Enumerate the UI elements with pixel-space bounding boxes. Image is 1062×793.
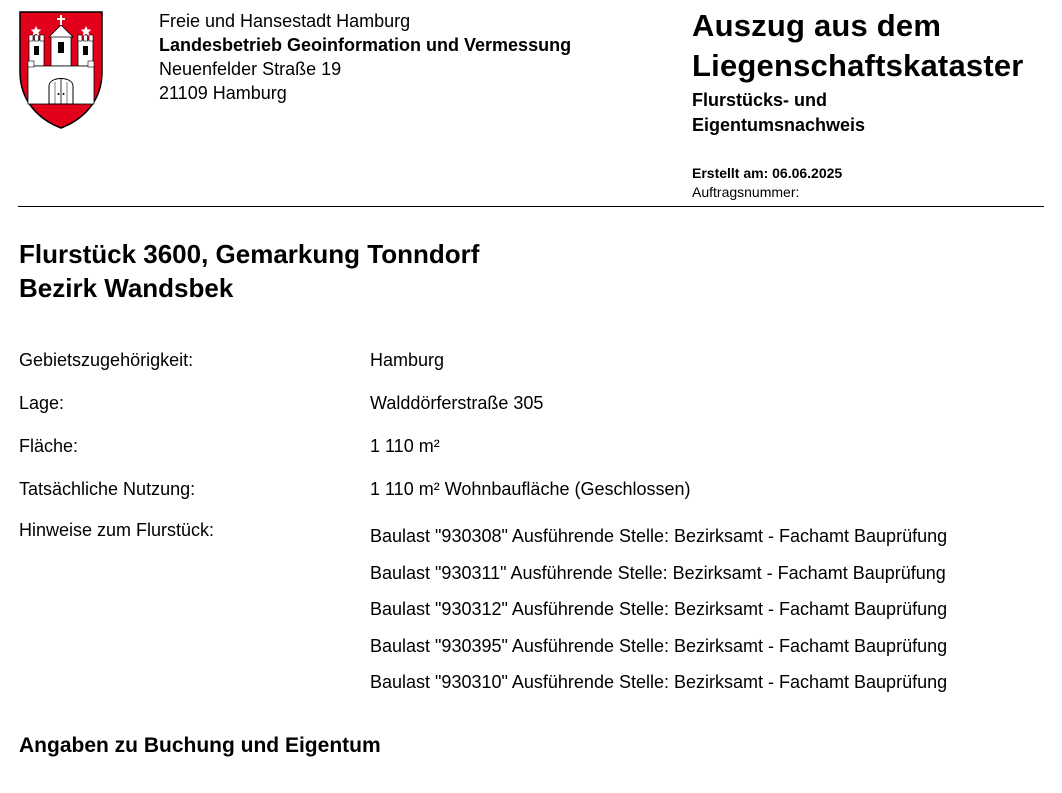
field-label-actual-use: Tatsächliche Nutzung: [19,479,196,499]
field-label-territory: Gebietszugehörigkeit: [19,350,194,370]
field-label-location: Lage: [19,393,65,413]
order-number: Auftragsnummer: [692,184,800,200]
field-value-actual-use: 1 110 m² Wohnbaufläche (Geschlossen) [370,479,691,499]
authority-city: Freie und Hansestadt Hamburg [159,11,411,31]
document-subtitle-line1: Flurstücks- und [692,90,828,110]
authority-department: Landesbetrieb Geoinformation und Vermessung [159,35,572,55]
authority-address [159,9,571,105]
authority-street: Neuenfelder Straße 19 [159,59,342,79]
hamburg-coat-of-arms-icon [18,10,104,130]
field-value-area: 1 110 m² [370,436,440,456]
field-value-territory: Hamburg [370,350,445,370]
list-item: Baulast "930308" Ausführende Stelle: Bezirksamt - Fachamt Bauprüfung [370,526,948,546]
field-label-area: Fläche: [19,436,79,456]
parcel-notes-list [370,518,947,701]
list-item: Baulast "930310" Ausführende Stelle: Bezirksamt - Fachamt Bauprüfung [370,672,948,692]
document-title [692,6,1024,138]
section-heading-ownership: Angaben zu Buchung und Eigentum [19,734,381,757]
list-item: Baulast "930395" Ausführende Stelle: Bezirksamt - Fachamt Bauprüfung [370,635,948,656]
field-label-parcel-notes: Hinweise zum Flurstück: [19,520,215,540]
parcel-heading-line2: Bezirk Wandsbek [19,273,234,303]
list-item: Baulast "930312" Ausführende Stelle: Bezirksamt - Fachamt Bauprüfung [370,599,948,619]
document-subtitle-line2: Eigentumsnachweis [692,115,866,135]
created-date: Erstellt am: 06.06.2025 [692,165,843,181]
list-item: Baulast "930311" Ausführende Stelle: Bezirksamt - Fachamt Bauprüfung [370,562,946,583]
authority-postal-city: 21109 Hamburg [159,83,287,103]
document-meta [692,164,842,202]
header-divider [18,206,1044,207]
document-title-line2: Liegenschaftskataster [692,48,1024,83]
document-title-line1: Auszug aus dem [692,8,942,43]
parcel-heading-line1: Flurstück 3600, Gemarkung Tonndorf [19,239,480,269]
parcel-heading [19,237,479,305]
field-value-location: Walddörferstraße 305 [370,393,544,413]
document-subtitle [692,88,1024,138]
